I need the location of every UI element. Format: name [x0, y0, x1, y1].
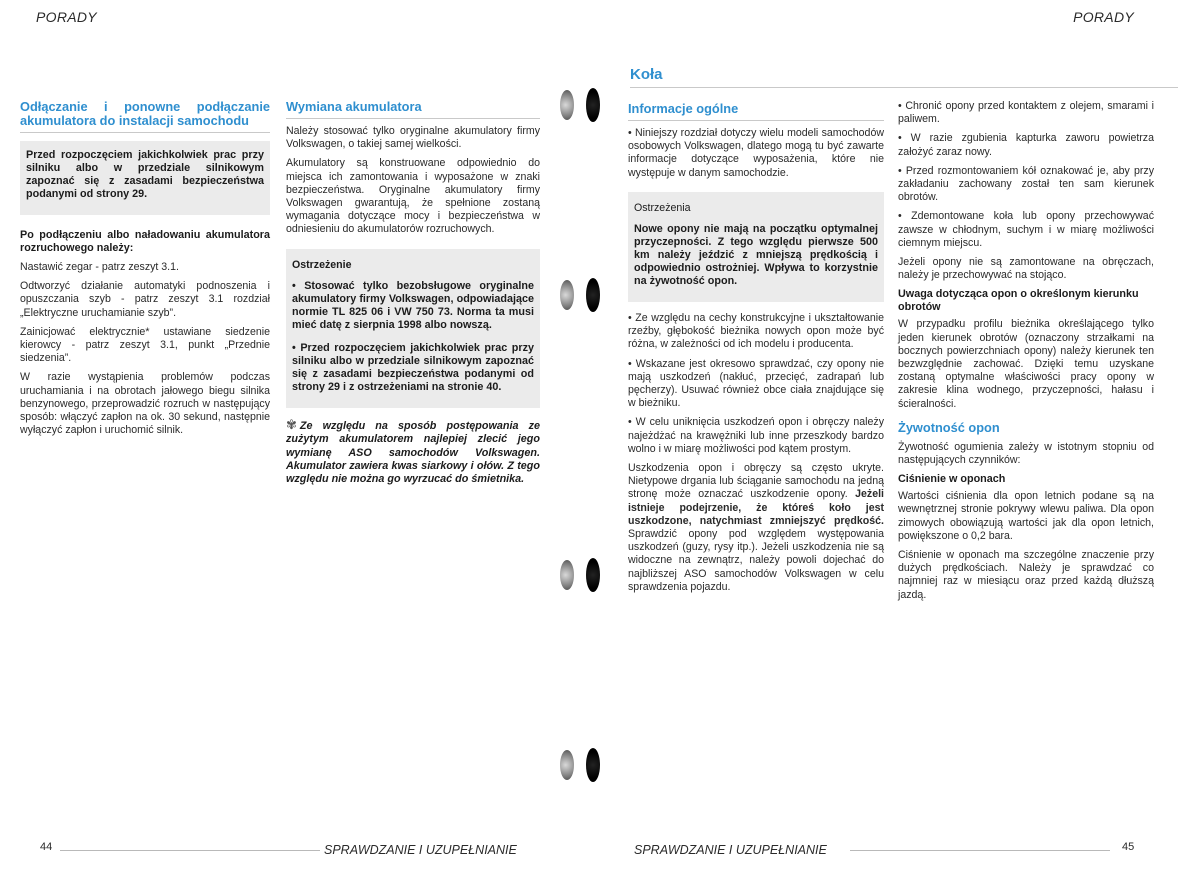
paragraph: Akumulatory są konstruowane odpowiednio do miejsca ich zamontowania i wyposażone w znaki bezpieczeństwa. Oryginalne akumulatory firmy Volkswagen gwarantują, że spełnione zostaną wymagania dotyczące mocy i bezpieczeństwa w odniesieniu do akumulatorów rozruchowych.: [286, 157, 540, 236]
divider: [20, 132, 270, 133]
paragraph-damage: [628, 462, 884, 594]
paragraph: • Chronić opony przed kontaktem z olejem, smarami i paliwem.: [898, 100, 1154, 126]
section-rule: [630, 87, 1178, 88]
paragraph: Ciśnienie w oponach ma szczególne znaczenie przy dużych prędkościach. Należy je sprawdzać co najmniej raz w miesiącu oraz przed każdą dłuższą jazdą.: [898, 549, 1154, 601]
binder-ring: [556, 556, 602, 594]
paragraph: W razie wystąpienia problemów podczas uruchamiania i na obrotach jałowego biegu silnika benzynowego, przeprowadzić rozruch w następujący sposób: włączyć zapłon na ok. 30 sekund, następnie wyłączyć zapłon i uruchomić silnik.: [20, 371, 270, 437]
divider: [628, 120, 884, 121]
page-number: 44: [40, 841, 53, 853]
paragraph: Zainicjować elektrycznie* ustawiane siedzenie kierowcy - patrz zeszyt 3.1, punkt „Przednie siedzenia”.: [20, 325, 270, 365]
page-header: PORADY: [1073, 9, 1134, 25]
subheading-pressure: Ciśnienie w oponach: [898, 473, 1006, 486]
binder-ring: [556, 276, 602, 314]
paragraph: • Wskazane jest okresowo sprawdzać, czy opony nie mają uszkodzeń (nakłuć, przecięć, zadrapań lub pęcherzy). Usuwać również obce ciała znajdujące się w bieżniku.: [628, 357, 884, 410]
paragraph: • Ze względu na cechy konstrukcyjne i ukształtowanie rzeźby, głębokość bieżnika nowych opon może być różna, w zależności od ich modelu i producenta.: [628, 312, 884, 351]
paragraph: Nastawić zegar - patrz zeszyt 3.1.: [20, 261, 179, 273]
warning-item: • Przed rozpoczęciem jakichkolwiek prac przy silniku albo w przedziale silnikowym zapoznać się z zasadami bezpieczeństwa podanymi od strony 29 i z ostrzeżeniami na stronie 40.: [292, 341, 534, 393]
paragraph: • Zdemontowane koła lub opony przechowywać zawsze w chłodnym, suchym i w miarę możliwości ciemnym miejscu.: [898, 210, 1154, 249]
page-number: 45: [1122, 841, 1135, 853]
environment-note: [286, 418, 540, 487]
column-battery-replace: [286, 100, 540, 487]
section-title: Koła: [630, 66, 663, 83]
heading-general-info: Informacje ogólne: [628, 101, 739, 116]
left-page: [0, 0, 560, 881]
paragraph: Wartości ciśnienia dla opon letnich podane są na wewnętrznej stronie pokrywy wlewu paliwa. Dla opon zimowych obowiązują wartości jak dla opon letnich, powiększone o 0,2 bara.: [898, 490, 1154, 542]
warning-box: [20, 141, 270, 215]
heading-battery-disconnect: Odłączanie i ponowne podłączanie akumulatora do instalacji samochodu: [20, 99, 270, 128]
paragraph: • Niniejszy rozdział dotyczy wielu modeli samochodów osobowych Volkswagen, dlatego mogą tu być zawarte informacje dotyczące wyposażenia, które nie występuje w danym samochodzie.: [628, 127, 884, 179]
paragraph: Należy stosować tylko oryginalne akumulatory firmy Volkswagen, o takiej samej wielkości.: [286, 125, 540, 151]
paragraph: • W razie zgubienia kapturka zaworu powietrza założyć zaraz nowy.: [898, 132, 1154, 158]
warning-box: [628, 192, 884, 302]
column-tyre-care: [898, 100, 1154, 608]
warning-item: • Stosować tylko bezobsługowe oryginalne akumulatory firmy Volkswagen, odpowiadające normie TL 825 06 i VW 750 73. Norma ta musi mieć datę z sierpnia 1998 albo nowszą.: [292, 279, 534, 331]
warning-text: Nowe opony nie mają na początku optymalnej przyczepności. Z tego względu pierwsze 500 km należy jeździć z mniejszą prędkością i odpowiednio ostrożniej. Wpływa to korzystnie na żywotność opon.: [634, 223, 878, 288]
footer-rule: [850, 850, 1110, 851]
warning-title: Ostrzeżenia: [634, 201, 691, 214]
paragraph: • Przed rozmontowaniem kół oznakować je, aby przy zakładaniu zachowany został ten sam kierunek obrotów.: [898, 164, 1154, 204]
warning-box: [286, 249, 540, 408]
damage-bold: Jeżeli istnieje podejrzenie, że któreś koło jest uszkodzone, natychmiast zmniejszyć prędkość.: [628, 488, 884, 527]
divider: [286, 118, 540, 119]
paragraph: W przypadku profilu bieżnika określającego tylko jeden kierunek obrotów (oznaczony strzałkami na bocznych powierzchniach opony) należy kierunek ten bezwzględnie zachować. Dzięki temu uzyskane zostaną optymalne właściwości pracy opony w zakresie klina wodnego, przyczepności, hałasu i ścieralności.: [898, 318, 1154, 410]
paragraph: Żywotność ogumienia zależy w istotnym stopniu od następujących czynników:: [898, 440, 1154, 467]
column-battery-disconnect: [20, 100, 270, 443]
page-footer: SPRAWDZANIE I UZUPEŁNIANIE: [324, 843, 517, 857]
binder-ring: [556, 86, 602, 124]
damage-text: Uszkodzenia opon i obręczy są często ukryte. Nietypowe drgania lub ściąganie samochodu na jedną stronę może oznaczać uszkodzenie opony.: [628, 462, 884, 501]
binder-ring: [556, 746, 602, 784]
column-general-info: [628, 102, 884, 600]
environment-icon: ✾: [286, 416, 297, 432]
heading-tyre-life: Żywotność opon: [898, 419, 1000, 435]
right-page: [600, 0, 1190, 881]
damage-text: Sprawdzić opony pod względem występowania uszkodzeń (guzy, rysy itp.). Jeżeli uszkodzenia nie są widoczne na zewnątrz, należy powoli dojechać do najbliższej ASO samochodów Volkswagen w celu sprawdzenia pojazdu.: [628, 528, 884, 593]
environment-text: Ze względu na sposób postępowania ze zużytym akumulatorem najlepiej zlecić jego wymianę ASO samochodów Volkswagen. Akumulator zawiera kwas siarkowy i ołów. Z tego względu nie można go wyrzucać do śmietnika.: [286, 419, 540, 486]
subheading-direction: Uwaga dotycząca opon o określonym kierunku obrotów: [898, 288, 1139, 314]
page-footer: SPRAWDZANIE I UZUPEŁNIANIE: [634, 843, 827, 857]
warning-title: Ostrzeżenie: [292, 258, 352, 271]
paragraph: Odtworzyć działanie automatyki podnoszenia i opuszczania szyb - patrz zeszyt 3.1 rozdział „Elektryczne uruchamianie szyb”.: [20, 280, 270, 319]
page-header: PORADY: [36, 9, 97, 25]
paragraph: • W celu uniknięcia uszkodzeń opon i obręczy należy najeżdżać na krawężniki lub inne przeszkody bardzo wolno i w miarę możliwości pod kątem prostym.: [628, 416, 884, 455]
paragraph: Jeżeli opony nie są zamontowane na obręczach, należy je przechowywać na stojąco.: [898, 256, 1154, 282]
footer-rule: [60, 850, 320, 851]
section-header: [630, 66, 1178, 88]
heading-battery-replace: Wymiana akumulatora: [286, 99, 422, 114]
warning-text: Przed rozpoczęciem jakichkolwiek prac przy silniku albo w przedziale silnikowym zapoznać się z zasadami bezpieczeństwa podanymi od strony 29.: [26, 149, 264, 200]
subheading-after-connect: Po podłączeniu albo naładowaniu akumulatora rozruchowego należy:: [20, 229, 270, 254]
